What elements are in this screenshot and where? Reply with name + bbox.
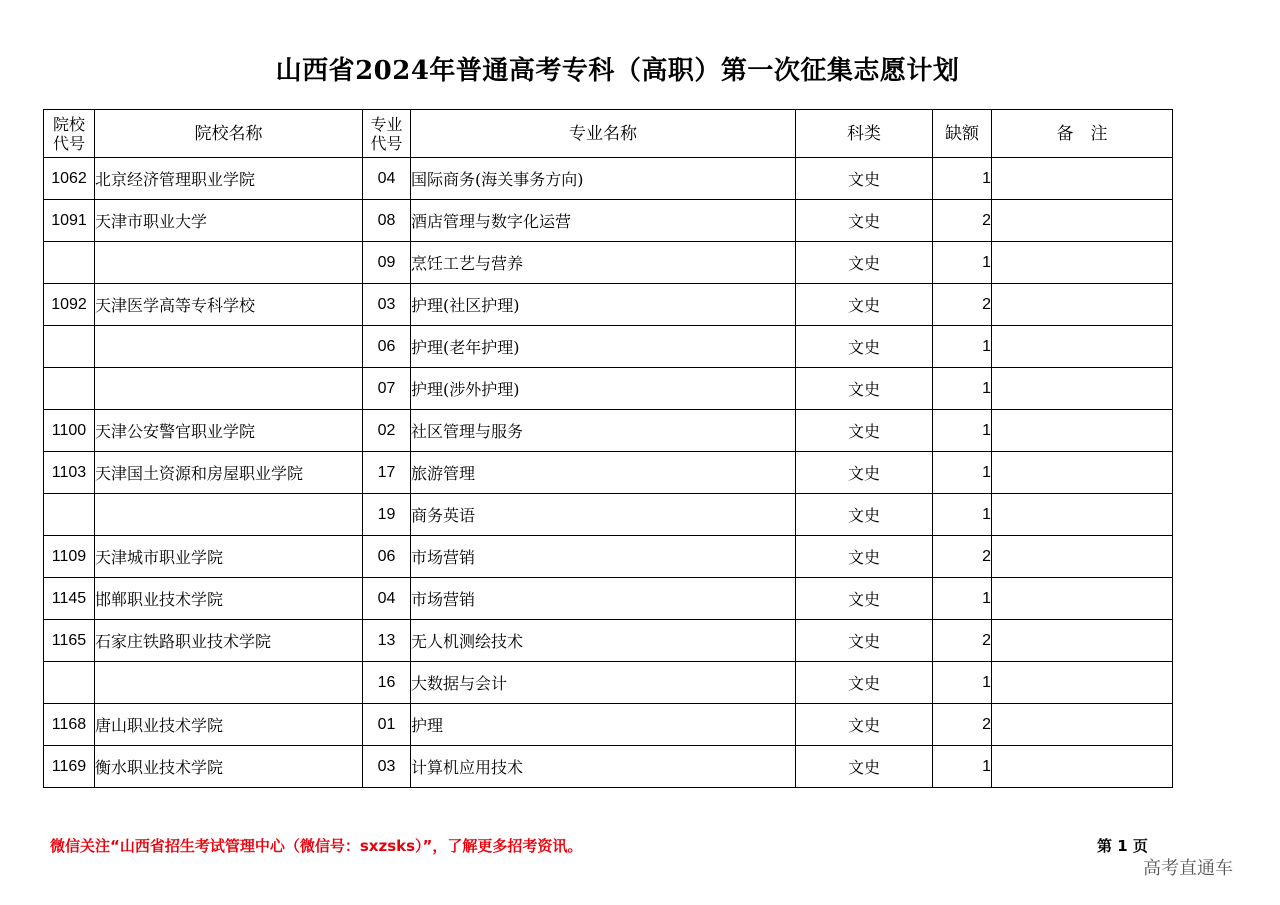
header-major-code (363, 110, 411, 158)
category-cell: 文史 (796, 620, 933, 662)
vacancies-cell: 1 (933, 326, 992, 368)
major-code-cell: 06 (363, 536, 411, 578)
school-code-cell: 1100 (44, 410, 95, 452)
enrollment-plan-table (43, 109, 1173, 788)
school-name-cell: 北京经济管理职业学院 (95, 158, 363, 200)
school-code-cell: 1103 (44, 452, 95, 494)
vacancies-cell: 1 (933, 494, 992, 536)
vacancies-cell: 1 (933, 662, 992, 704)
category-cell: 文史 (796, 410, 933, 452)
major-code-cell: 19 (363, 494, 411, 536)
school-code-cell (44, 326, 95, 368)
header-major-code-line1: 专业 (370, 114, 403, 134)
school-name-cell: 衡水职业技术学院 (95, 746, 363, 788)
header-category: 科类 (796, 110, 933, 158)
major-code-cell: 03 (363, 284, 411, 326)
school-name-cell: 石家庄铁路职业技术学院 (95, 620, 363, 662)
header-school-name: 院校名称 (95, 110, 363, 158)
category-cell: 文史 (796, 368, 933, 410)
table-row (44, 158, 1173, 200)
major-code-cell: 01 (363, 704, 411, 746)
category-cell: 文史 (796, 662, 933, 704)
major-code-cell: 16 (363, 662, 411, 704)
table-row (44, 284, 1173, 326)
major-name-cell: 无人机测绘技术 (411, 620, 796, 662)
major-name-cell: 旅游管理 (411, 452, 796, 494)
major-name-cell: 护理(社区护理) (411, 284, 796, 326)
vacancies-cell: 1 (933, 452, 992, 494)
school-code-cell: 1165 (44, 620, 95, 662)
major-name-cell: 护理(涉外护理) (411, 368, 796, 410)
major-name-cell: 护理(老年护理) (411, 326, 796, 368)
school-code-cell (44, 662, 95, 704)
major-code-cell: 09 (363, 242, 411, 284)
school-name-cell: 天津城市职业学院 (95, 536, 363, 578)
header-school-code-line2: 代号 (52, 133, 85, 153)
table-row (44, 746, 1173, 788)
header-major-code-line2: 代号 (370, 133, 403, 153)
remarks-cell (992, 704, 1173, 746)
remarks-cell (992, 326, 1173, 368)
category-cell: 文史 (796, 578, 933, 620)
vacancies-cell: 2 (933, 200, 992, 242)
table-row (44, 242, 1173, 284)
category-cell: 文史 (796, 242, 933, 284)
table-row (44, 368, 1173, 410)
school-code-cell (44, 494, 95, 536)
remarks-cell (992, 368, 1173, 410)
school-code-cell: 1145 (44, 578, 95, 620)
remarks-cell (992, 536, 1173, 578)
vacancies-cell: 1 (933, 746, 992, 788)
major-code-cell: 13 (363, 620, 411, 662)
school-code-cell (44, 242, 95, 284)
remarks-cell (992, 410, 1173, 452)
school-name-cell: 天津市职业大学 (95, 200, 363, 242)
remarks-cell (992, 494, 1173, 536)
vacancies-cell: 1 (933, 242, 992, 284)
table-row (44, 410, 1173, 452)
header-school-code (44, 110, 95, 158)
major-name-cell: 护理 (411, 704, 796, 746)
major-code-cell: 02 (363, 410, 411, 452)
major-code-cell: 06 (363, 326, 411, 368)
school-code-cell: 1091 (44, 200, 95, 242)
remarks-cell (992, 452, 1173, 494)
watermark: 高考直通车 (1143, 858, 1233, 879)
vacancies-cell: 1 (933, 578, 992, 620)
vacancies-cell: 2 (933, 704, 992, 746)
remarks-cell (992, 200, 1173, 242)
header-remarks: 备 注 (992, 110, 1173, 158)
table-row (44, 326, 1173, 368)
category-cell: 文史 (796, 158, 933, 200)
table-row (44, 704, 1173, 746)
category-cell: 文史 (796, 536, 933, 578)
major-name-cell: 市场营销 (411, 578, 796, 620)
category-cell: 文史 (796, 746, 933, 788)
table-row (44, 452, 1173, 494)
school-code-cell: 1109 (44, 536, 95, 578)
table-row (44, 662, 1173, 704)
header-vacancies: 缺额 (933, 110, 992, 158)
school-name-cell: 天津公安警官职业学院 (95, 410, 363, 452)
category-cell: 文史 (796, 494, 933, 536)
school-name-cell (95, 662, 363, 704)
major-code-cell: 17 (363, 452, 411, 494)
major-name-cell: 大数据与会计 (411, 662, 796, 704)
school-name-cell: 唐山职业技术学院 (95, 704, 363, 746)
school-code-cell: 1062 (44, 158, 95, 200)
table-row (44, 200, 1173, 242)
remarks-cell (992, 620, 1173, 662)
table-row (44, 494, 1173, 536)
major-name-cell: 酒店管理与数字化运营 (411, 200, 796, 242)
vacancies-cell: 2 (933, 284, 992, 326)
remarks-cell (992, 662, 1173, 704)
school-code-cell (44, 368, 95, 410)
category-cell: 文史 (796, 452, 933, 494)
remarks-cell (992, 746, 1173, 788)
category-cell: 文史 (796, 200, 933, 242)
table-row (44, 620, 1173, 662)
major-name-cell: 国际商务(海关事务方向) (411, 158, 796, 200)
major-name-cell: 社区管理与服务 (411, 410, 796, 452)
remarks-cell (992, 578, 1173, 620)
school-name-cell: 邯郸职业技术学院 (95, 578, 363, 620)
remarks-cell (992, 158, 1173, 200)
vacancies-cell: 2 (933, 536, 992, 578)
header-major-name: 专业名称 (411, 110, 796, 158)
school-name-cell (95, 326, 363, 368)
page-number: 第 1 页 (1097, 837, 1148, 855)
page-title: 山西省2024年普通高考专科（高职）第一次征集志愿计划 (275, 56, 960, 86)
school-name-cell (95, 494, 363, 536)
major-name-cell: 市场营销 (411, 536, 796, 578)
category-cell: 文史 (796, 326, 933, 368)
remarks-cell (992, 242, 1173, 284)
school-name-cell: 天津医学高等专科学校 (95, 284, 363, 326)
table-row (44, 578, 1173, 620)
major-code-cell: 03 (363, 746, 411, 788)
major-name-cell: 烹饪工艺与营养 (411, 242, 796, 284)
wechat-follow-note: 微信关注“山西省招生考试管理中心（微信号：sxzsks）”，了解更多招考资讯。 (50, 837, 583, 855)
vacancies-cell: 1 (933, 158, 992, 200)
vacancies-cell: 1 (933, 368, 992, 410)
major-name-cell: 计算机应用技术 (411, 746, 796, 788)
header-school-code-line1: 院校 (52, 114, 85, 134)
major-name-cell: 商务英语 (411, 494, 796, 536)
school-name-cell (95, 368, 363, 410)
major-code-cell: 07 (363, 368, 411, 410)
school-name-cell: 天津国土资源和房屋职业学院 (95, 452, 363, 494)
major-code-cell: 08 (363, 200, 411, 242)
category-cell: 文史 (796, 284, 933, 326)
vacancies-cell: 2 (933, 620, 992, 662)
table-header-row (44, 110, 1173, 158)
major-code-cell: 04 (363, 158, 411, 200)
school-code-cell: 1092 (44, 284, 95, 326)
table-row (44, 536, 1173, 578)
school-code-cell: 1168 (44, 704, 95, 746)
school-name-cell (95, 242, 363, 284)
category-cell: 文史 (796, 704, 933, 746)
remarks-cell (992, 284, 1173, 326)
vacancies-cell: 1 (933, 410, 992, 452)
major-code-cell: 04 (363, 578, 411, 620)
school-code-cell: 1169 (44, 746, 95, 788)
